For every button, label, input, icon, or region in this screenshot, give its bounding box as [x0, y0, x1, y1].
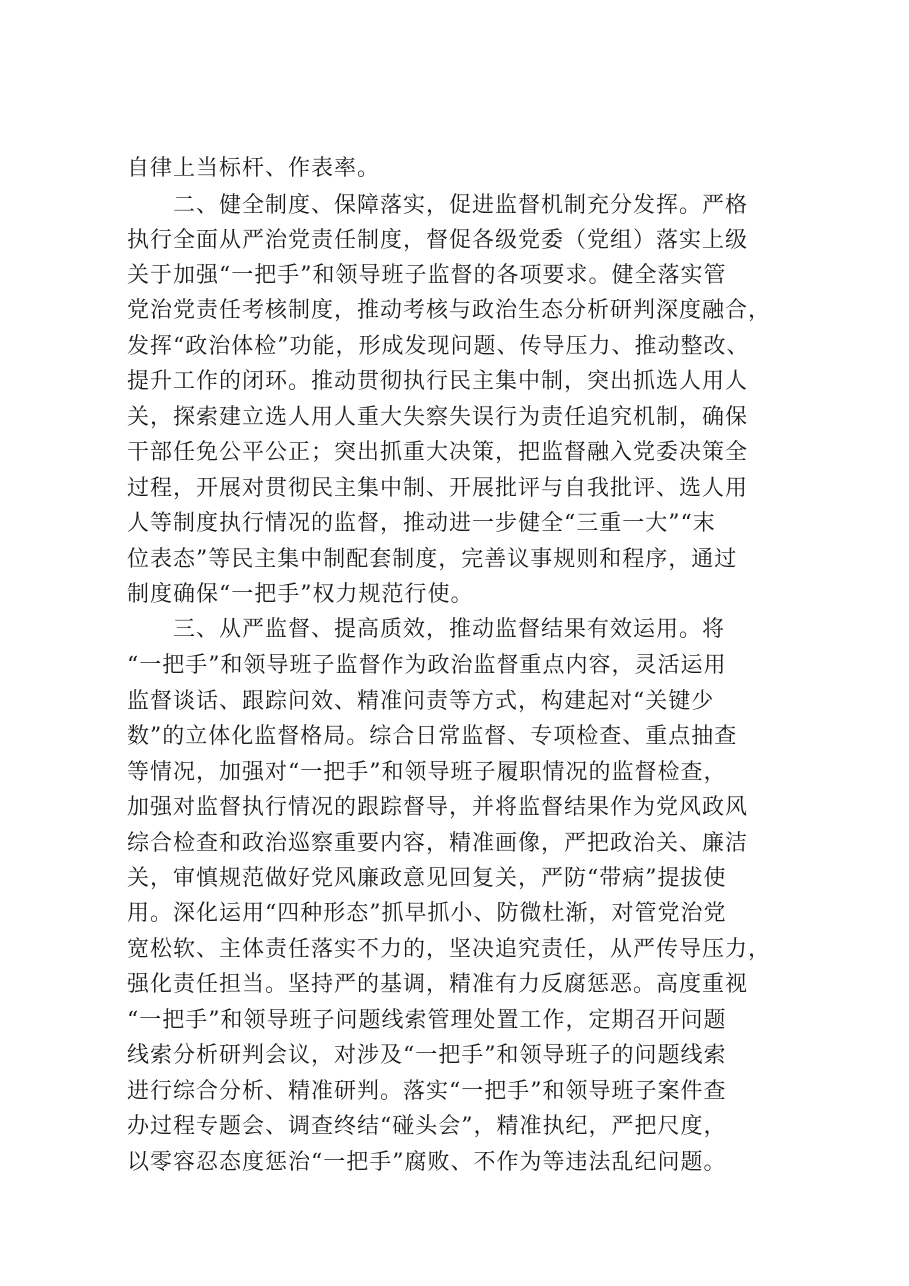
text-line: 提升工作的闭环。推动贯彻执行民主集中制，突出抓选人用人 — [127, 369, 749, 394]
text-line: 进行综合分析、精准研判。落实“一把手”和领导班子案件查 — [127, 1079, 727, 1104]
text-line: 强化责任担当。坚持严的基调，精准有力反腐惩恶。高度重视 — [127, 972, 749, 997]
text-line: 用。深化运用“四种形态”抓早抓小、防微杜渐，对管党治党 — [127, 901, 727, 926]
text-line: 干部任免公平公正；突出抓重大决策，把监督融入党委决策全 — [127, 440, 749, 465]
text-line: 等情况，加强对“一把手”和领导班子履职情况的监督检查， — [127, 760, 727, 785]
text-line: “一把手”和领导班子监督作为政治监督重点内容，灵活运用 — [127, 653, 727, 678]
text-line: 综合检查和政治巡察重要内容，精准画像，严把政治关、廉洁 — [127, 831, 749, 856]
text-line: 数”的立体化监督格局。综合日常监督、专项检查、重点抽查 — [127, 724, 738, 749]
text-line: 关于加强“一把手”和领导班子监督的各项要求。健全落实管 — [127, 263, 727, 288]
text-line: 位表态”等民主集中制配套制度，完善议事规则和程序，通过 — [127, 547, 738, 572]
text-line: 办过程专题会、调查终结“碰头会”，精准执纪，严把尺度， — [127, 1114, 727, 1139]
text-line: 关，探索建立选人用人重大失察失误行为责任追究机制，确保 — [127, 405, 749, 430]
text-line: 监督谈话、跟踪问效、精准问责等方式，构建起对“关键少 — [127, 689, 715, 714]
text-line: 线索分析研判会议，对涉及“一把手”和领导班子的问题线索 — [127, 1043, 727, 1068]
text-line: 宽松软、主体责任落实不力的，坚决追究责任，从严传导压力， — [127, 937, 772, 962]
text-line: 加强对监督执行情况的跟踪督导，并将监督结果作为党风政风 — [127, 795, 749, 820]
text-line: 三、从严监督、提高质效，推动监督结果有效运用。将 — [127, 617, 726, 642]
text-line: 自律上当标杆、作表率。 — [127, 156, 381, 181]
text-line: 关，审慎规范做好党风廉政意见回复关，严防“带病”提拔使 — [127, 866, 727, 891]
text-line: “一把手”和领导班子问题线索管理处置工作，定期召开问题 — [127, 1008, 727, 1033]
text-line: 党治党责任考核制度，推动考核与政治生态分析研判深度融合， — [127, 298, 772, 323]
text-line: 人等制度执行情况的监督，推动进一步健全“三重一大”“末 — [127, 511, 716, 536]
text-line: 过程，开展对贯彻民主集中制、开展批评与自我批评、选人用 — [127, 476, 749, 501]
text-line: 二、健全制度、保障落实，促进监督机制充分发挥。严格 — [127, 193, 749, 218]
text-line: 执行全面从严治党责任制度，督促各级党委（党组）落实上级 — [127, 228, 749, 253]
text-line: 以零容忍态度惩治“一把手”腐败、不作为等违法乱纪问题。 — [127, 1150, 727, 1175]
text-line: 制度确保“一把手”权力规范行使。 — [127, 582, 474, 607]
text-line: 发挥“政治体检”功能，形成发现问题、传导压力、推动整改、 — [127, 334, 750, 359]
